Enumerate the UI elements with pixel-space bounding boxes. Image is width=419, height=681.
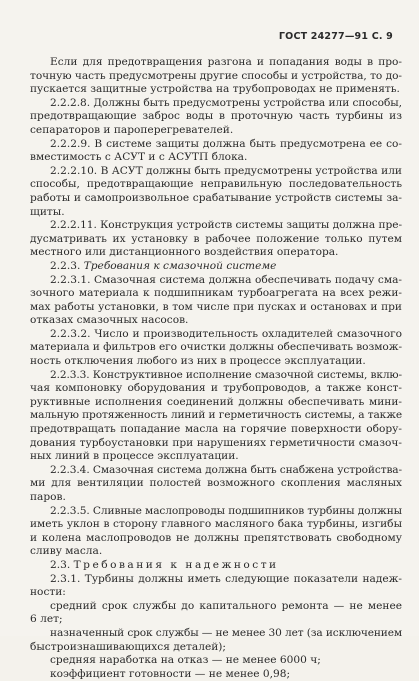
- text-line: паров.: [30, 491, 66, 503]
- text-line: сливу масла.: [30, 545, 103, 558]
- text-line: материала и фильтров его очистки должны обеспечивать возмож-: [30, 341, 402, 354]
- text-line: щиты.: [30, 205, 65, 218]
- text-line: дования турбоустановки при нарушениях герметичности смазоч-: [30, 436, 402, 449]
- text-line: 2.2.3.4. Смазочная система должна быть снабжена устройства-: [50, 463, 402, 476]
- text-line: точную часть предусмотрены другие способы и устройства, то до-: [30, 69, 402, 82]
- page-header: ГОСТ 24277—91 С. 9: [278, 31, 393, 42]
- text-line: сепараторов и пароперегревателей.: [30, 123, 234, 136]
- text-line: средний срок службы до капитального ремонта — не менее: [50, 599, 402, 612]
- section-heading: Требования к смазочной системе: [83, 259, 277, 272]
- text-line: 2.2.2.8. Должны быть предусмотрены устройства или способы,: [50, 96, 402, 109]
- text-line: пускается защитные устройства на трубопроводах не применять.: [30, 83, 400, 96]
- text-line: работы и самопроизвольное срабатывание устройств системы за-: [30, 191, 402, 204]
- text-line: коэффициент готовности — не менее 0,98;: [50, 667, 291, 680]
- text-line: ность отключения любого из них в процессе эксплуатации.: [30, 355, 366, 368]
- text-line: [30, 260, 402, 274]
- text-line: 2.2.3.2. Число и производительность охладителей смазочного: [50, 327, 402, 340]
- text-line: дусматривать их установку в рабочее положение только путем: [30, 232, 402, 245]
- section-number: 2.3.: [50, 558, 74, 571]
- text-line: 6 лет;: [30, 613, 63, 626]
- text-line: зочного материала к подшипникам турбоагрегата на всех режи-: [30, 287, 402, 300]
- text-line: 2.2.3.1. Смазочная система должна обеспечивать подачу сма-: [50, 273, 402, 286]
- text-line: средняя наработка на отказ — не менее 6000 ч;: [50, 654, 321, 667]
- text-line: ми для вентиляции полостей возможного скопления масляных: [30, 477, 402, 490]
- text-line: 2.2.2.10. В АСУТ должны быть предусмотрены устройства или: [50, 164, 402, 177]
- text-line: и колена маслопроводов не должны препятствовать свободному: [30, 531, 402, 544]
- text-line: мальную протяженность линий и герметичность системы, а также: [30, 409, 402, 422]
- text-line: руктивные исполнения соединений должны обеспечивать мини-: [30, 395, 402, 408]
- text-line: 2.3.1. Турбины должны иметь следующие показатели надеж-: [50, 572, 402, 585]
- text-line: ных линий в процессе эксплуатации.: [30, 450, 239, 463]
- text-line: вместимость с АСУТ и с АСУТП блока.: [30, 151, 248, 164]
- text-line: предотвращать попадание масла на горячие поверхности обору-: [30, 423, 402, 436]
- section-heading: Требования к надежности: [73, 558, 279, 571]
- text-line: назначенный срок службы — не менее 30 лет (за исключением: [50, 626, 402, 639]
- text-line: чая компоновку оборудования и трубопроводов, а также конст-: [30, 382, 402, 395]
- text-line: 2.2.3.3. Конструктивное исполнение смазочной системы, вклю-: [50, 368, 402, 381]
- text-line: 2.2.2.11. Конструкция устройств системы защиты должна пре-: [50, 219, 402, 232]
- text-line: ности:: [30, 586, 66, 599]
- text-line: [30, 559, 402, 573]
- text-line: способы, предотвращающие неправильную последовательность: [30, 178, 402, 191]
- text-line: предотвращающие заброс воды в проточную часть турбины из: [30, 110, 402, 123]
- text-line: быстроизнашивающихся деталей);: [30, 640, 226, 653]
- section-number: 2.2.3.: [50, 259, 84, 272]
- text-line: иметь уклон в сторону главного масляного бака турбины, изгибы: [30, 518, 402, 531]
- text-line: 2.2.2.9. В системе защиты должна быть предусмотрена ее со-: [50, 137, 402, 150]
- text-line: 2.2.3.5. Сливные маслопроводы подшипников турбины должны: [50, 504, 402, 517]
- text-line: местного или дистанционного воздействия оператора.: [30, 246, 339, 259]
- document-body: [30, 56, 402, 681]
- text-line: мах работы установки, в том числе при пусках и остановах и при: [30, 300, 402, 313]
- text-line: отказах смазочных насосов.: [30, 314, 189, 327]
- text-line: Если для предотвращения разгона и попадания воды в про-: [50, 56, 402, 68]
